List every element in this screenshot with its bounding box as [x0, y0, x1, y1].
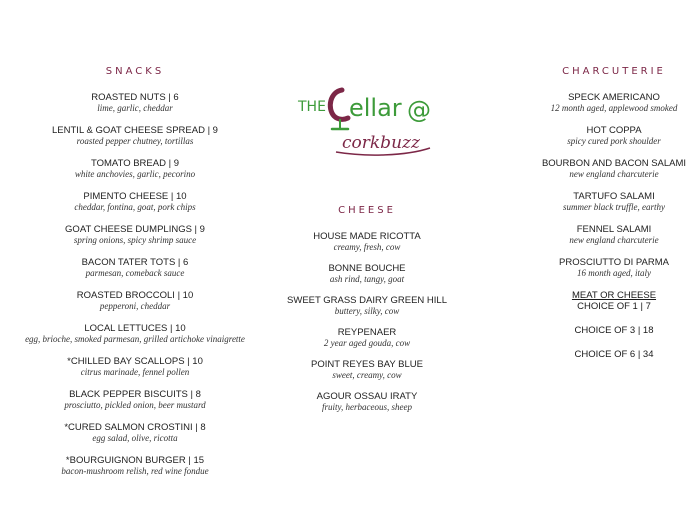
menu-item-desc: new england charcuterie [569, 169, 659, 179]
menu-item-desc: citrus marinade, fennel pollen [80, 367, 190, 377]
menu-item [0, 356, 270, 377]
menu-item-name: ROASTED BROCCOLI | 10 [76, 290, 194, 301]
menu-item [528, 158, 700, 179]
choice-option: CHOICE OF 6 | 34 [574, 349, 654, 360]
menu-item-name: BONNE BOUCHE [328, 263, 406, 274]
menu-item-name: PIMENTO CHEESE | 10 [83, 191, 187, 202]
logo-graphic [296, 78, 446, 160]
menu-item-desc: pepperoni, cheddar [99, 301, 171, 311]
menu-item-name: BLACK PEPPER BISCUITS | 8 [69, 389, 201, 400]
menu-item [0, 92, 270, 113]
menu-item-desc: buttery, silky, cow [334, 306, 400, 316]
menu-item [528, 191, 700, 212]
logo-tagline: corkbuzz [342, 133, 420, 153]
menu-item-desc: white anchovies, garlic, pecorino [74, 169, 196, 179]
menu-item-desc: fruity, herbaceous, sheep [322, 402, 412, 412]
menu-item [528, 125, 700, 146]
menu-item-desc: ash rind, tangy, goat [329, 274, 405, 284]
menu-item-desc: bacon-mushroom relish, red wine fondue [61, 466, 209, 476]
menu-item-desc: spring onions, spicy shrimp sauce [73, 235, 197, 245]
menu-item-name: SPECK AMERICANO [568, 92, 660, 103]
menu-item-name: *BOURGUIGNON BURGER | 15 [65, 455, 205, 466]
menu-item [0, 125, 270, 146]
menu-item-name: POINT REYES BAY BLUE [311, 359, 423, 370]
menu-item-desc: egg salad, olive, ricotta [92, 433, 178, 443]
menu-item-desc: cheddar, fontina, goat, pork chips [74, 202, 196, 212]
menu-item [0, 224, 270, 245]
menu-item-desc: egg, brioche, smoked parmesan, grilled artichoke vinaigrette [25, 334, 245, 344]
charcuterie-list [528, 92, 700, 278]
menu-item [528, 224, 700, 245]
menu-item-name: HOT COPPA [586, 125, 642, 136]
menu-item-desc: creamy, fresh, cow [333, 242, 401, 252]
cheese-section [262, 205, 472, 423]
cellar-logo [296, 78, 446, 160]
menu-item [262, 391, 472, 412]
menu-item [528, 92, 700, 113]
menu-item-name: GOAT CHEESE DUMPLINGS | 9 [65, 224, 205, 235]
cheese-list [262, 231, 472, 412]
menu-item-desc: 16 month aged, italy [577, 268, 651, 278]
snacks-section [0, 66, 270, 488]
menu-item-name: BOURBON AND BACON SALAMI [541, 158, 687, 169]
menu-item-name: PROSCIUTTO DI PARMA [559, 257, 669, 268]
charcuterie-section [528, 66, 700, 360]
menu-item-name: LENTIL & GOAT CHEESE SPREAD | 9 [52, 125, 218, 136]
menu-item [262, 263, 472, 284]
menu-item-name: *CHILLED BAY SCALLOPS | 10 [67, 356, 203, 367]
menu-item-name: LOCAL LETTUCES | 10 [84, 323, 186, 334]
menu-item-desc: parmesan, comeback sauce [85, 268, 185, 278]
meat-or-cheese-title: MEAT OR CHEESE [571, 290, 657, 301]
menu-item [262, 327, 472, 348]
cheese-title: CHEESE [338, 205, 396, 216]
menu-item [0, 158, 270, 179]
meat-or-cheese-block [528, 290, 700, 360]
menu-item [528, 257, 700, 278]
menu-item-name: ROASTED NUTS | 6 [91, 92, 179, 103]
logo-ellar: ellar [349, 94, 402, 122]
menu-item-name: FENNEL SALAMI [576, 224, 652, 235]
menu-item-desc: lime, garlic, cheddar [97, 103, 173, 113]
menu-item-desc: prosciutto, pickled onion, beer mustard [64, 400, 206, 410]
menu-item-name: HOUSE MADE RICOTTA [313, 231, 421, 242]
menu-item [0, 290, 270, 311]
menu-item [0, 257, 270, 278]
snacks-list [0, 92, 270, 476]
menu-item [0, 191, 270, 212]
menu-item-desc: roasted pepper chutney, tortillas [76, 136, 194, 146]
menu-item [262, 359, 472, 380]
menu-item-desc: 2 year aged gouda, cow [323, 338, 411, 348]
menu-item-name: TOMATO BREAD | 9 [91, 158, 179, 169]
menu-item [262, 231, 472, 252]
menu-item [0, 455, 270, 476]
menu-item-desc: spicy cured pork shoulder [567, 136, 661, 146]
choice-option: CHOICE OF 3 | 18 [574, 325, 654, 336]
menu-item-name: SWEET GRASS DAIRY GREEN HILL [287, 295, 447, 306]
wine-glass-icon [330, 90, 348, 129]
menu-item [0, 323, 270, 344]
snacks-title: SNACKS [105, 66, 165, 77]
menu-item-name: BACON TATER TOTS | 6 [81, 257, 189, 268]
menu-item-name: TARTUFO SALAMI [573, 191, 655, 202]
charcuterie-title: CHARCUTERIE [562, 66, 666, 77]
menu-item-name: REYPENAER [337, 327, 397, 338]
menu-item [262, 295, 472, 316]
menu-item [0, 422, 270, 443]
menu-item-name: *CURED SALMON CROSTINI | 8 [64, 422, 206, 433]
logo-at: @ [407, 96, 431, 124]
logo-the: THE [298, 99, 326, 115]
menu-item-desc: summer black truffle, earthy [563, 202, 665, 212]
menu-item [0, 389, 270, 410]
choice-option: CHOICE OF 1 | 7 [577, 301, 651, 312]
menu-item-desc: 12 month aged, applewood smoked [550, 103, 678, 113]
menu-item-name: AGOUR OSSAU IRATY [316, 391, 418, 402]
menu-item-desc: new england charcuterie [569, 235, 659, 245]
menu-item-desc: sweet, creamy, cow [332, 370, 402, 380]
